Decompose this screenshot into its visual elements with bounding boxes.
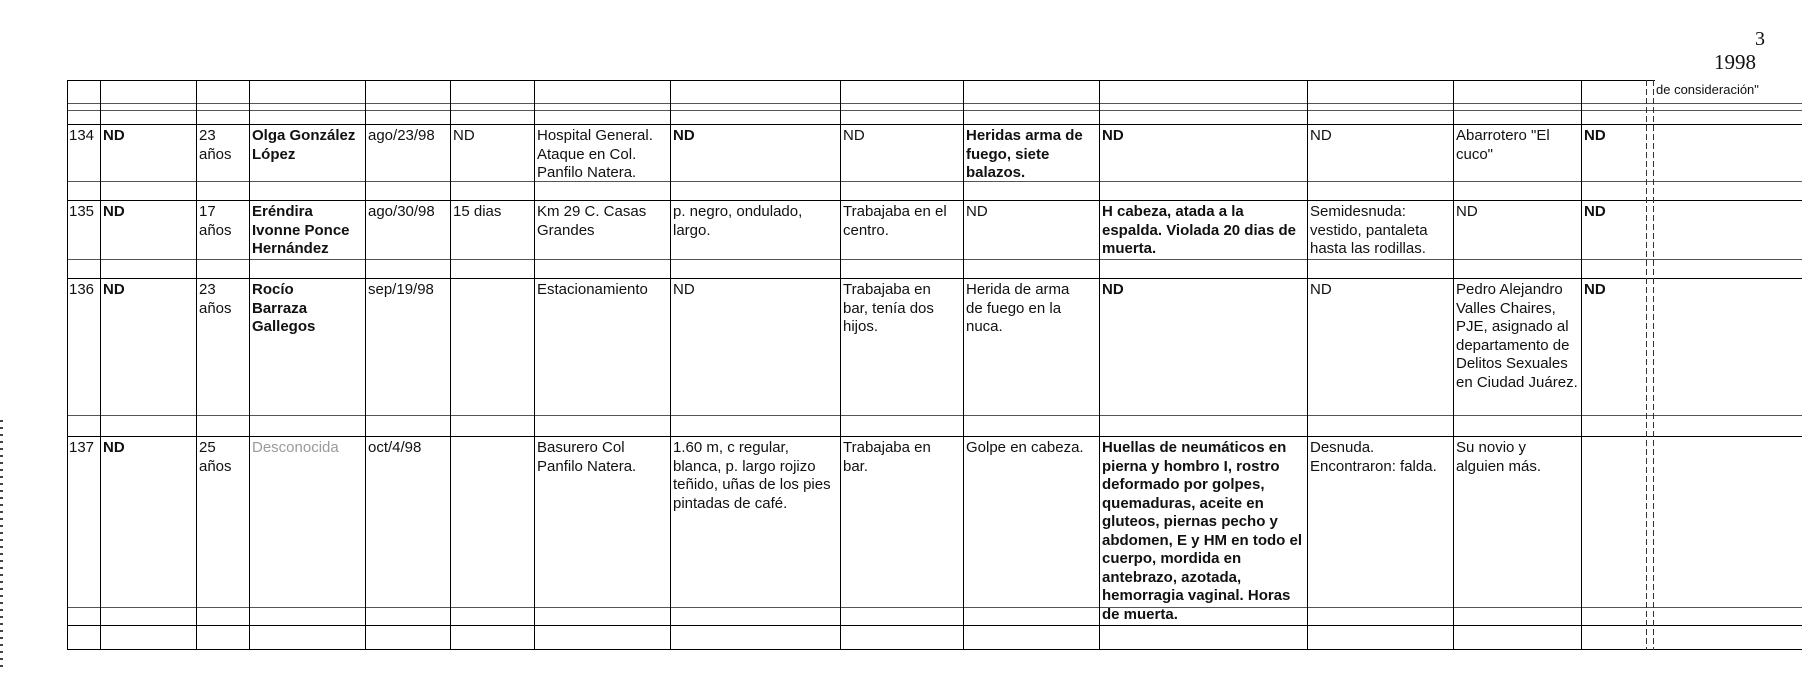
- row-136-age: 23 años: [199, 281, 232, 317]
- row-137-suspect: Su novio y alguien más.: [1456, 439, 1542, 475]
- row-137-date: oct/4/98: [368, 439, 422, 456]
- row-134-col13: ND: [1584, 127, 1606, 144]
- row-136-clothing: ND: [1310, 281, 1332, 298]
- row-136-injuries: ND: [1102, 281, 1124, 298]
- row-137-col1: ND: [103, 439, 125, 456]
- row-135-cause: ND: [966, 203, 988, 220]
- year-heading: 1998: [1714, 50, 1756, 74]
- row-134-cause: Heridas arma de fuego, siete balazos.: [966, 127, 1083, 181]
- row-136-date: sep/19/98: [368, 281, 434, 298]
- scan-edge-artifact: [0, 420, 3, 670]
- row-136-number: 136: [69, 281, 95, 298]
- row-135-name: Eréndira Ivonne Ponce Hernández: [252, 203, 350, 257]
- row-135-clothing: Semidesnuda: vestido, pantaleta hasta las rodillas.: [1310, 203, 1428, 257]
- row-135-age: 17 años: [199, 203, 232, 239]
- row-135-time: 15 dias: [453, 203, 502, 220]
- row-137-description: 1.60 m, c regular, blanca, p. largo rojizo teñido, uñas de los pies pintadas de café.: [673, 439, 831, 512]
- row-134-injuries: ND: [1102, 127, 1124, 144]
- row-134-number: 134: [69, 127, 95, 144]
- row-137-number: 137: [69, 439, 95, 456]
- row-134-col1: ND: [103, 127, 125, 144]
- row-135-occupation: Trabajaba en el centro.: [843, 203, 947, 239]
- row-136-col1: ND: [103, 281, 125, 298]
- row-136-place: Estacionamiento: [537, 281, 648, 298]
- row-135-number: 135: [69, 203, 95, 220]
- row-137-occupation: Trabajaba en bar.: [843, 439, 931, 475]
- row-137-age: 25 años: [199, 439, 232, 475]
- row-135-col1: ND: [103, 203, 125, 220]
- row-137-cause: Golpe en cabeza.: [966, 439, 1084, 456]
- row-135-date: ago/30/98: [368, 203, 435, 220]
- row-135-description: p. negro, ondulado, largo.: [673, 203, 803, 239]
- row-135-suspect: ND: [1456, 203, 1478, 220]
- row-136-cause: Herida de arma de fuego en la nuca.: [966, 281, 1070, 335]
- row-137-name: Desconocida: [252, 439, 339, 456]
- row-134-description: ND: [673, 127, 695, 144]
- row-136-name: Rocío Barraza Gallegos: [252, 281, 316, 335]
- row-136-description: ND: [673, 281, 695, 298]
- row-136-suspect: Pedro Alejandro Valles Chaires, PJE, asignado al departamento de Delitos Sexuales en Ciudad Juárez.: [1456, 281, 1578, 391]
- row-136-occupation: Trabajaba en bar, tenía dos hijos.: [843, 281, 934, 335]
- victims-table: [67, 80, 1802, 650]
- row-137-injuries: Huellas de neumáticos en pierna y hombro I, rostro deformado por golpes, quemaduras, aceite en gluteos, piernas pecho y abdomen, E y HM en todo el cuerpo, mordida en antebrazo, azotada, hemorragia vaginal. Horas de muerta.: [1102, 439, 1303, 623]
- row-135-col13: ND: [1584, 203, 1606, 220]
- header-fragment: de consideración": [1656, 82, 1759, 97]
- row-136-col13: ND: [1584, 281, 1606, 298]
- page-number: 3: [1755, 28, 1765, 50]
- row-134-name: Olga González López: [252, 127, 356, 163]
- row-134-date: ago/23/98: [368, 127, 435, 144]
- row-134-occupation: ND: [843, 127, 865, 144]
- row-135-injuries: H cabeza, atada a la espalda. Violada 20 dias de muerta.: [1102, 203, 1296, 257]
- row-137-clothing: Desnuda. Encontraron: falda.: [1310, 439, 1437, 475]
- row-135-place: Km 29 C. Casas Grandes: [537, 203, 647, 239]
- row-134-age: 23 años: [199, 127, 232, 163]
- row-134-suspect: Abarrotero "El cuco": [1456, 127, 1550, 163]
- row-134-place: Hospital General. Ataque en Col. Panfilo Natera.: [537, 127, 653, 181]
- row-134-time: ND: [453, 127, 475, 144]
- row-134-clothing: ND: [1310, 127, 1332, 144]
- row-137-place: Basurero Col Panfilo Natera.: [537, 439, 637, 475]
